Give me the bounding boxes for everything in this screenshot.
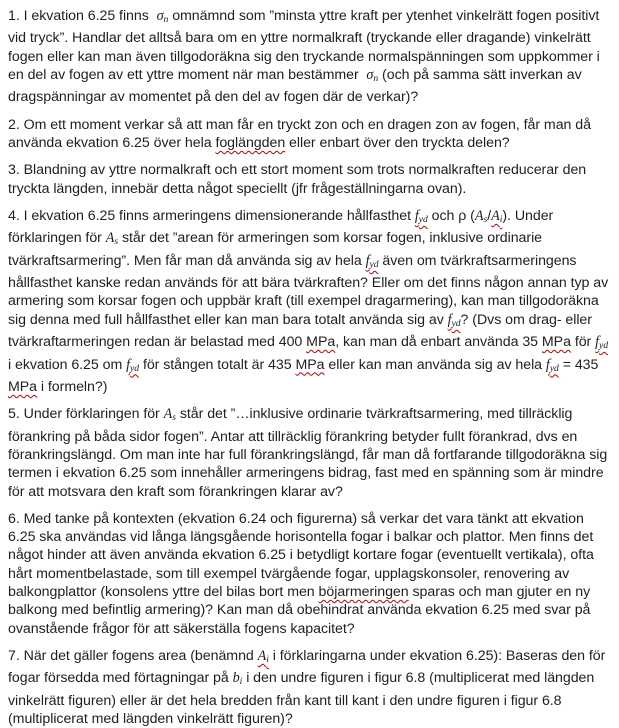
math-symbol: f — [545, 356, 550, 373]
text-run: ? (Dvs om drag- eller tvärkraftarmeringen redan är belastad med 400 — [8, 311, 596, 351]
math-symbol: s — [483, 214, 488, 225]
text-run: 7. När det gäller fogens area (benämnd — [8, 647, 258, 664]
math-symbol: A — [474, 207, 484, 224]
misspelled-word: MPa — [541, 334, 571, 351]
math-symbol: yd — [451, 317, 461, 329]
math-symbol: f — [595, 334, 600, 351]
math-symbol: i — [239, 676, 243, 688]
text-run: sparas och man gjuter en ny balkong med befintlig armering)? Kan man då obehindrat använda ekvation 6.25 med svar på ovanstående frågor för att säkerställa fogens kapacitet? — [8, 584, 595, 637]
paragraph-2 — [8, 116, 611, 153]
math-symbol: f — [365, 252, 370, 269]
paragraph-1 — [8, 7, 611, 107]
text-run: även om tvärkraftsarmeringens hållfasthet kanske redan används för att bära tvärkraften? Eller om det finns någon annan typ av armering som korsar fogen och uppbär kraft (till exempel dragarmering), kan man tillgodoräkna sig denna med full hållfasthet eller kan man bara totalt använda sig av — [8, 252, 613, 328]
paragraph-5 — [8, 405, 611, 501]
text-run: eller enbart över den tryckta delen? — [285, 135, 510, 151]
math-symbol: s — [114, 236, 119, 248]
math-symbol: f — [126, 356, 131, 373]
math-symbol: yd — [549, 362, 559, 374]
math-symbol: yd — [130, 362, 140, 374]
math-symbol: n — [163, 14, 169, 26]
math-symbol: A — [491, 207, 500, 224]
text-run: eller kan man använda sig av hela — [324, 356, 546, 373]
text-run: för stången totalt är 435 — [139, 356, 296, 373]
math-symbol: yd — [369, 258, 379, 270]
text-run: står det ”arean för armeringen som korsar fogen, inklusive ordinarie tvärkraftsarmering”. Men får man då använda sig av hela — [8, 230, 546, 269]
text-run: 4. I ekvation 6.25 finns armeringens dimensionerande hållfasthet — [8, 207, 415, 224]
paragraph-6 — [8, 510, 611, 638]
math-symbol: i — [499, 214, 503, 225]
misspelled-word: MPa — [306, 334, 336, 351]
paragraph-3 — [8, 161, 611, 198]
text-run: / — [487, 207, 492, 224]
misspelled-word: böjarmeringen — [318, 584, 409, 600]
text-run: , kan man då enbart använda 35 — [335, 334, 542, 351]
math-symbol: s — [172, 412, 176, 424]
math-symbol: A — [105, 230, 115, 247]
math-symbol: yd — [418, 214, 428, 225]
text-run: i formeln?) — [37, 378, 108, 395]
text-run: 1. I ekvation 6.25 finns — [8, 8, 157, 24]
text-run: 2. Om ett moment verkar så att man får en tryckt zon och en dragen zon av fogen, får man då använda ekvation 6.25 över hela — [8, 116, 595, 151]
text-run: 3. Blandning av yttre normalkraft och ett stort moment som trots normalkraften reducerar den tryckta längden, innebär detta något speciellt (jfr frågeställningarna ovan). — [8, 162, 591, 197]
text-run: 5. Under förklaringen för — [8, 406, 164, 423]
math-symbol: f — [414, 207, 419, 224]
misspelled-word: MPa — [295, 356, 325, 373]
misspelled-word: MPa — [8, 378, 38, 395]
text-run: ). Under förklaringen för — [8, 207, 558, 247]
paragraph-4 — [8, 207, 611, 396]
text-run: i förklaringarna under ekvation 6.25): Baseras den för fogar försedda med förtagningar på — [8, 647, 610, 687]
text-run: och ρ ( — [427, 207, 475, 224]
math-symbol: b — [232, 670, 240, 687]
text-run: (och på samma sätt inverkan av dragspänningar av momentet på den del av fogen där de verkar)? — [8, 67, 586, 106]
text-run: omnämnd som ”minsta yttre kraft per ytenhet vinkelrätt fogen positivt vid tryck”. Handlar det alltså bara om en yttre normalkraft (tryckande eller dragande) vinkelrätt fogen eller kan man även tillgodoräkna sig den tryckande normalspänningen som uppkommer i en del av fogen av ett yttre moment när man bestämmer — [8, 8, 604, 83]
text-run: = 435 — [558, 356, 603, 373]
math-symbol: yd — [599, 340, 609, 352]
text-run: för — [570, 334, 596, 351]
math-symbol: A — [163, 406, 173, 423]
math-symbol: i — [266, 654, 269, 665]
paragraph-7 — [8, 647, 611, 728]
math-symbol: σ — [366, 67, 374, 83]
math-symbol: A — [257, 647, 267, 664]
text-run: står det ”…inklusive ordinarie tvärkraftsarmering, med tillräcklig förankring på båda sidor fogen”. Antar att tillräcklig förankring betyder fullt förankrad, dvs en förankringslängd. Om man inte har full förankringslängd, får man då fortfarande tillgodoräkna sig termen i ekvation 6.25 som innehåller armeringens bidrag, fast med en spänning som är mindre för att motsvara den kraft som förankringen klarar av? — [8, 406, 612, 500]
text-run: i den undre figuren i figur 6.8 (multiplicerat med längden vinkelrätt figuren) eller är det hela bredden från kant till kant i den undre figuren i figur 6.8 (multiplicerat med längden vinkelrätt figuren)? — [8, 670, 599, 727]
misspelled-word: foglängden — [215, 135, 286, 151]
text-run: 6. Med tanke på kontexten (ekvation 6.24 och figurerna) så verkar det vara tänkt att ekvation 6.25 ska användas vid långa längsgående horisontella fogar i balkar och plattor. Men finns det något hinder att även använda ekvation 6.25 i betydligt kortare fogar (eventuellt vertikala), ofta hårt momentbelastade, som till exempel tvärgående fogar, upplagskonsoler, renovering av balkongplattor (konsolens yttre del bilas bort men — [8, 510, 598, 600]
text-run: i ekvation 6.25 om — [8, 334, 612, 373]
math-symbol: n — [373, 73, 379, 85]
math-symbol: f — [447, 311, 452, 328]
math-symbol: σ — [156, 8, 164, 24]
